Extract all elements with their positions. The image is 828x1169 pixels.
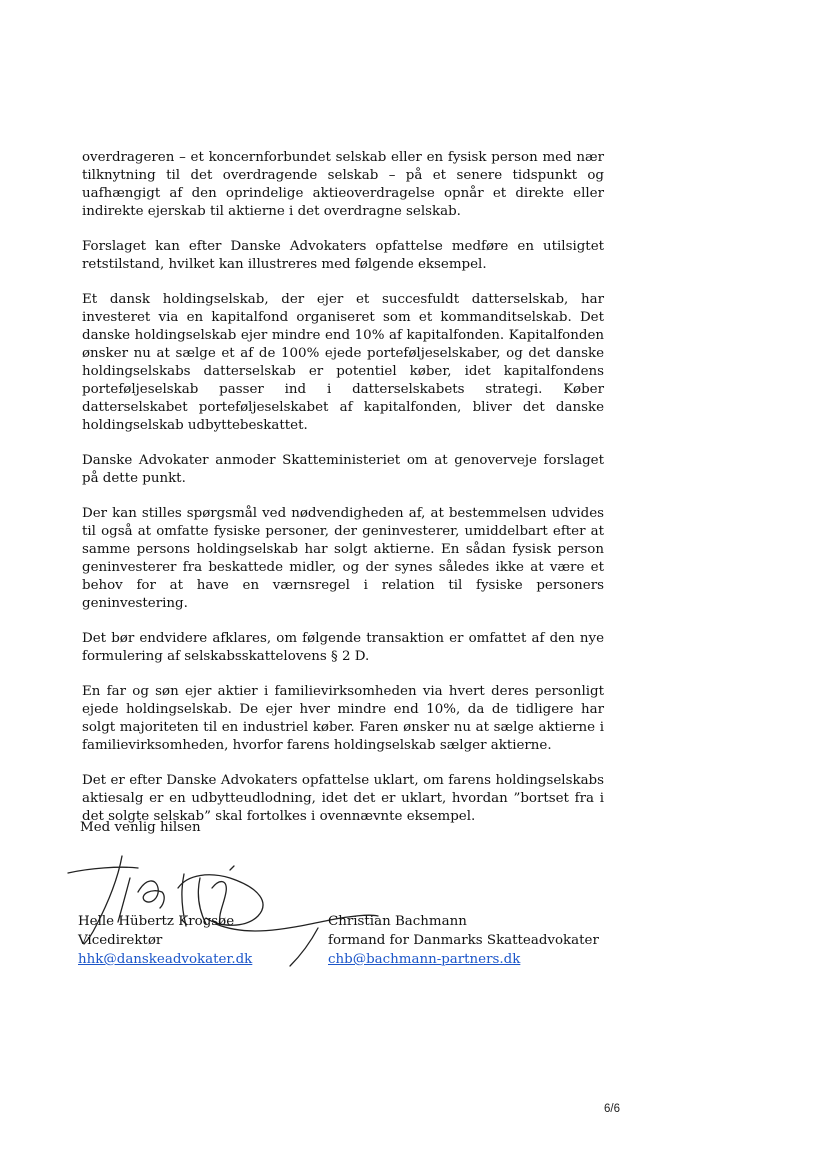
paragraph: Det bør endvidere afklares, om følgende transaktion er omfattet af den nye formulering af selskabsskattelovens § 2 D. <box>82 631 604 664</box>
paragraph: overdrageren – et koncernforbundet selskab eller en fysisk person med nær tilknytning til det overdragende selskab – på et senere tidspunkt og uafhængigt af den oprindelige aktieoverdragelse opnår et direkte eller indirekte ejerskab til aktierne i det overdragne selskab. <box>82 150 604 219</box>
paragraph: Et dansk holdingselskab, der ejer et succesfuldt datterselskab, har investeret via en kapitalfond organiseret som et kommanditselskab. Det danske holdingselskab ejer mindre end 10% af kapitalfonden. Kapitalfonden ønsker nu at sælge et af de 100% ejede porteføljeselskaber, og det danske holdingselskabs datterselskab er potentiel køber, idet kapitalfondens porteføljeselskab passer ind i datterselskabets strategi. Køber datterselskabet porteføljeselskabet af kapitalfonden, bliver det danske holdingselskab udbyttebeskattet. <box>82 292 604 433</box>
signature-left <box>68 867 138 873</box>
email-link[interactable]: chb@bachmann-partners.dk <box>328 952 521 967</box>
email-link[interactable]: hhk@danskeadvokater.dk <box>78 952 253 967</box>
signatory-name: Christian Bachmann <box>328 914 467 929</box>
signatory-title: formand for Danmarks Skatteadvokater <box>328 933 599 948</box>
signatory-title: Vicedirektør <box>78 933 163 948</box>
letter-body <box>82 149 604 843</box>
paragraph: Der kan stilles spørgsmål ved nødvendigheden af, at bestemmelsen udvides til også at omfatte fysiske personer, der geninvesterer, umiddelbart efter at samme persons holdingselskab har solgt aktierne. En sådan fysisk person geninvesterer fra beskattede midler, og der synes således ikke at være et behov for at have en værnsregel i relation til fysiske personers geninvestering. <box>82 506 604 611</box>
paragraph: Danske Advokater anmoder Skatteministeriet om at genoverveje forslaget på dette punkt. <box>82 453 604 486</box>
signatory-left <box>78 912 252 969</box>
signatory-name: Helle Hübertz Krogsøe <box>78 914 235 929</box>
paragraph: Forslaget kan efter Danske Advokaters opfattelse medføre en utilsigtet retstilstand, hvilket kan illustreres med følgende eksempel. <box>82 239 604 272</box>
paragraph: En far og søn ejer aktier i familievirksomheden via hvert deres personligt ejede holdingselskab. De ejer hver mindre end 10%, da de tidligere har solgt majoriteten til en industriel køber. Faren ønsker nu at sælge aktierne i familievirksomheden, hvorfor farens holdingselskab sælger aktierne. <box>82 684 604 753</box>
signatory-right <box>328 912 599 969</box>
page-number: 6/6 <box>604 1103 620 1115</box>
paragraph: Det er efter Danske Advokaters opfattelse uklart, om farens holdingselskabs aktiesalg er en udbytteudlodning, idet det er uklart, hvordan ”bortset fra i det solgte selskab” skal fortolkes i ovennævnte eksempel. <box>82 773 604 824</box>
closing-salutation: Med venlig hilsen <box>80 820 201 835</box>
